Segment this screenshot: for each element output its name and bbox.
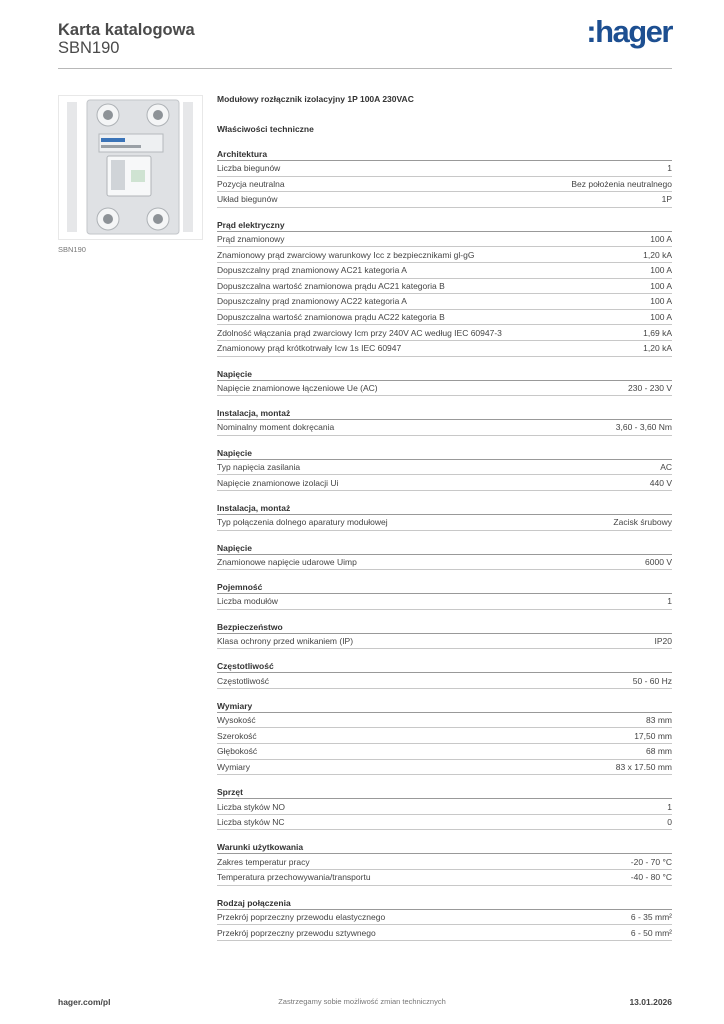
spec-value: 6 - 50 mm² xyxy=(630,927,672,938)
spec-row xyxy=(217,728,672,744)
spec-label: Napięcie znamionowe łączeniowe Ue (AC) xyxy=(217,382,378,393)
spec-section xyxy=(217,219,672,357)
spec-value: 3,60 - 3,60 Nm xyxy=(615,422,672,433)
section-title: Sprzęt xyxy=(217,786,672,799)
spec-label: Dopuszczalny prąd znamionowy AC21 kategoria A xyxy=(217,265,407,276)
section-title: Warunki użytkowania xyxy=(217,841,672,854)
spec-row xyxy=(217,760,672,776)
spec-label: Liczba styków NC xyxy=(217,817,285,828)
spec-value: 1,20 kA xyxy=(643,249,672,260)
spec-row xyxy=(217,310,672,326)
spec-label: Dopuszczalny prąd znamionowy AC22 kategoria A xyxy=(217,296,407,307)
spec-value: 100 A xyxy=(650,280,672,291)
product-switch-image-icon xyxy=(59,96,202,239)
image-caption: SBN190 xyxy=(58,245,86,254)
spec-value: 6 - 35 mm² xyxy=(630,911,672,922)
properties-heading: Właściwości techniczne xyxy=(217,124,314,134)
spec-label: Znamionowy prąd krótkotrwały Icw 1s IEC 60947 xyxy=(217,343,402,354)
spec-value: 100 A xyxy=(650,296,672,307)
spec-value: IP20 xyxy=(654,635,672,646)
spec-label: Przekrój poprzeczny przewodu elastycznego xyxy=(217,911,386,922)
spec-row xyxy=(217,799,672,815)
spec-row xyxy=(217,177,672,193)
spec-row xyxy=(217,279,672,295)
spec-value: -40 - 80 °C xyxy=(630,872,672,883)
spec-label: Głębokość xyxy=(217,746,258,757)
spec-section xyxy=(217,660,672,689)
spec-section xyxy=(217,407,672,436)
spec-label: Prąd znamionowy xyxy=(217,234,285,245)
spec-row xyxy=(217,594,672,610)
spec-section xyxy=(217,148,672,208)
section-title: Instalacja, montaż xyxy=(217,407,672,420)
spec-label: Liczba biegunów xyxy=(217,163,281,174)
spec-row xyxy=(217,325,672,341)
spec-row xyxy=(217,341,672,357)
spec-value: AC xyxy=(660,462,672,473)
section-title: Prąd elektryczny xyxy=(217,219,672,232)
spec-value: 0 xyxy=(667,817,672,828)
spec-value: 230 - 230 V xyxy=(628,382,672,393)
spec-value: 1 xyxy=(667,596,672,607)
spec-row xyxy=(217,744,672,760)
spec-value: 50 - 60 Hz xyxy=(632,675,672,686)
spec-value: 6000 V xyxy=(645,556,672,567)
spec-label: Znamionowy prąd zwarciowy warunkowy Icc z bezpiecznikami gl-gG xyxy=(217,249,475,260)
spec-label: Szerokość xyxy=(217,730,257,741)
spec-value: 1 xyxy=(667,801,672,812)
spec-label: Liczba styków NO xyxy=(217,801,286,812)
footer-date: 13.01.2026 xyxy=(629,997,672,1007)
product-name: Modułowy rozłącznik izolacyjny 1P 100A 230VAC xyxy=(217,94,414,104)
spec-section xyxy=(217,786,672,830)
spec-row xyxy=(217,713,672,729)
spec-label: Typ połączenia dolnego aparatury modułowej xyxy=(217,517,388,528)
spec-row xyxy=(217,232,672,248)
hager-logo: :hager xyxy=(586,14,672,49)
spec-value: 100 A xyxy=(650,234,672,245)
spec-label: Klasa ochrony przed wnikaniem (IP) xyxy=(217,635,354,646)
spec-label: Zdolność włączania prąd zwarciowy Icm przy 240V AC według IEC 60947-3 xyxy=(217,327,502,338)
spec-value: 83 x 17.50 mm xyxy=(615,761,672,772)
spec-section xyxy=(217,700,672,775)
spec-row xyxy=(217,555,672,571)
spec-row xyxy=(217,420,672,436)
spec-row xyxy=(217,161,672,177)
spec-value: 1,20 kA xyxy=(643,343,672,354)
section-title: Częstotliwość xyxy=(217,660,672,673)
spec-sheet xyxy=(217,94,672,952)
spec-value: Zacisk śrubowy xyxy=(613,517,672,528)
spec-label: Nominalny moment dokręcania xyxy=(217,422,335,433)
spec-row xyxy=(217,460,672,476)
spec-label: Temperatura przechowywania/transportu xyxy=(217,872,371,883)
spec-value: 1,69 kA xyxy=(643,327,672,338)
spec-row xyxy=(217,247,672,263)
spec-label: Liczba modułów xyxy=(217,596,278,607)
spec-row xyxy=(217,925,672,941)
spec-value: 100 A xyxy=(650,312,672,323)
spec-section xyxy=(217,502,672,531)
spec-row xyxy=(217,294,672,310)
spec-row xyxy=(217,870,672,886)
spec-section xyxy=(217,581,672,610)
spec-label: Wymiary xyxy=(217,761,250,772)
spec-label: Dopuszczalna wartość znamionowa prądu AC21 kategoria B xyxy=(217,280,445,291)
section-title: Instalacja, montaż xyxy=(217,502,672,515)
section-title: Rodzaj połączenia xyxy=(217,897,672,910)
spec-label: Napięcie znamionowe izolacji Ui xyxy=(217,477,339,488)
spec-row xyxy=(217,910,672,926)
spec-section xyxy=(217,368,672,397)
spec-value: 83 mm xyxy=(646,715,672,726)
header-divider xyxy=(58,68,672,69)
section-title: Napięcie xyxy=(217,447,672,460)
spec-value: 1P xyxy=(661,194,672,205)
spec-label: Układ biegunów xyxy=(217,194,278,205)
spec-row xyxy=(217,515,672,531)
spec-label: Zakres temperatur pracy xyxy=(217,856,310,867)
spec-row xyxy=(217,634,672,650)
spec-row xyxy=(217,815,672,831)
spec-section xyxy=(217,897,672,941)
spec-row xyxy=(217,475,672,491)
footer-website: hager.com/pl xyxy=(58,997,111,1007)
spec-label: Dopuszczalna wartość znamionowa prądu AC22 kategoria B xyxy=(217,312,445,323)
section-title: Wymiary xyxy=(217,700,672,713)
spec-section xyxy=(217,841,672,885)
spec-row xyxy=(217,192,672,208)
spec-section xyxy=(217,447,672,491)
spec-label: Znamionowe napięcie udarowe Uimp xyxy=(217,556,357,567)
section-title: Architektura xyxy=(217,148,672,161)
section-title: Bezpieczeństwo xyxy=(217,621,672,634)
spec-section xyxy=(217,542,672,571)
section-title: Pojemność xyxy=(217,581,672,594)
spec-value: 1 xyxy=(667,163,672,174)
spec-row xyxy=(217,854,672,870)
spec-row xyxy=(217,381,672,397)
spec-value: Bez położenia neutralnego xyxy=(571,178,672,189)
product-image xyxy=(58,95,203,240)
footer-disclaimer: Zastrzegamy sobie możliwość zmian technicznych xyxy=(278,997,446,1006)
spec-row xyxy=(217,673,672,689)
product-code: SBN190 xyxy=(58,39,120,57)
spec-row xyxy=(217,263,672,279)
spec-sections xyxy=(217,148,672,941)
spec-label: Wysokość xyxy=(217,715,256,726)
section-title: Napięcie xyxy=(217,542,672,555)
spec-value: -20 - 70 °C xyxy=(630,856,672,867)
spec-label: Typ napięcia zasilania xyxy=(217,462,301,473)
spec-value: 100 A xyxy=(650,265,672,276)
spec-section xyxy=(217,621,672,650)
page-title: Karta katalogowa xyxy=(58,21,195,39)
spec-label: Pozycja neutralna xyxy=(217,178,285,189)
section-title: Napięcie xyxy=(217,368,672,381)
spec-value: 68 mm xyxy=(646,746,672,757)
spec-value: 17,50 mm xyxy=(634,730,672,741)
spec-value: 440 V xyxy=(649,477,672,488)
spec-label: Przekrój poprzeczny przewodu sztywnego xyxy=(217,927,376,938)
spec-label: Częstotliwość xyxy=(217,675,269,686)
